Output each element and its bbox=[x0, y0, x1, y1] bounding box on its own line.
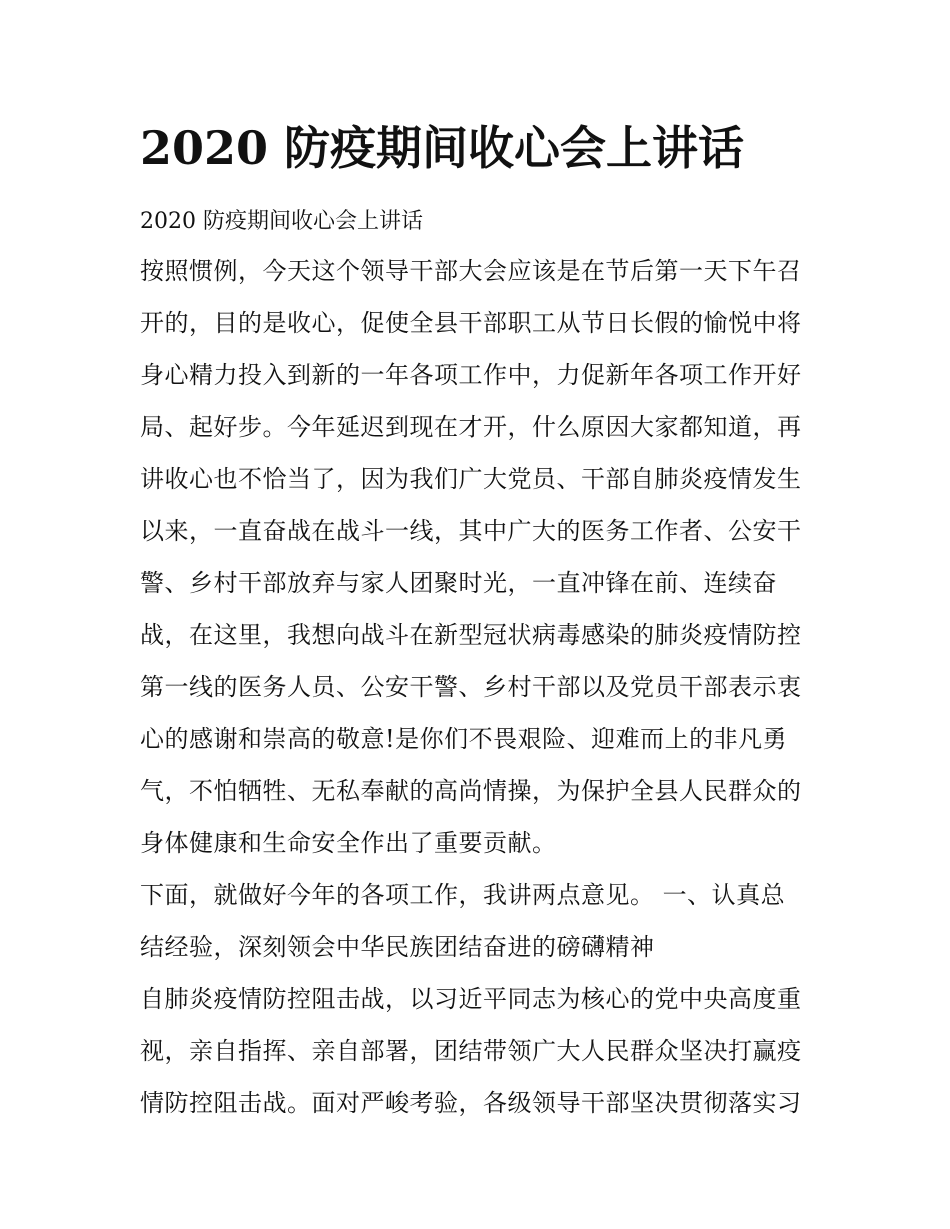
paragraph-line: 情防控阻击战。面对严峻考验，各级领导干部坚决贯彻落实习 bbox=[140, 1089, 802, 1117]
paragraph-line: 视，亲自指挥、亲自部署，团结带领广大人民群众坚决打赢疫 bbox=[140, 1037, 802, 1065]
paragraph-line: 开的，目的是收心，促使全县干部职工从节日长假的愉悦中将 bbox=[140, 309, 802, 337]
paragraph-line: 心的感谢和崇高的敬意!是你们不畏艰险、迎难而上的非凡勇 bbox=[140, 725, 788, 753]
paragraph-line: 身体健康和生命安全作出了重要贡献。 bbox=[140, 829, 557, 857]
paragraph-line: 下面，就做好今年的各项工作，我讲两点意见。 一、认真总 bbox=[140, 881, 786, 909]
paragraph-line: 讲收心也不恰当了，因为我们广大党员、干部自肺炎疫情发生 bbox=[140, 465, 802, 493]
paragraph-line: 气，不怕牺牲、无私奉献的高尚情操，为保护全县人民群众的 bbox=[140, 777, 802, 805]
paragraph-line: 局、起好步。今年延迟到现在才开，什么原因大家都知道，再 bbox=[140, 413, 802, 441]
document-body bbox=[140, 199, 820, 1129]
paragraph-line: 第一线的医务人员、公安干警、乡村干部以及党员干部表示衷 bbox=[140, 673, 802, 701]
paragraph-line: 自肺炎疫情防控阻击战，以习近平同志为核心的党中央高度重 bbox=[140, 985, 802, 1013]
paragraph-line: 战，在这里，我想向战斗在新型冠状病毒感染的肺炎疫情防控 bbox=[140, 621, 802, 649]
paragraph-line: 身心精力投入到新的一年各项工作中，力促新年各项工作开好 bbox=[140, 361, 802, 389]
paragraph-line: 结经验，深刻领会中华民族团结奋进的磅礴精神 bbox=[140, 933, 655, 961]
paragraph-line: 按照惯例，今天这个领导干部大会应该是在节后第一天下午召 bbox=[140, 257, 802, 285]
paragraph-line: 以来，一直奋战在战斗一线，其中广大的医务工作者、公安干 bbox=[140, 517, 802, 545]
document-title: 2020 防疫期间收心会上讲话 bbox=[140, 121, 745, 175]
paragraph-line: 警、乡村干部放弃与家人团聚时光，一直冲锋在前、连续奋 bbox=[140, 569, 777, 597]
subtitle-line: 2020 防疫期间收心会上讲话 bbox=[140, 209, 423, 234]
